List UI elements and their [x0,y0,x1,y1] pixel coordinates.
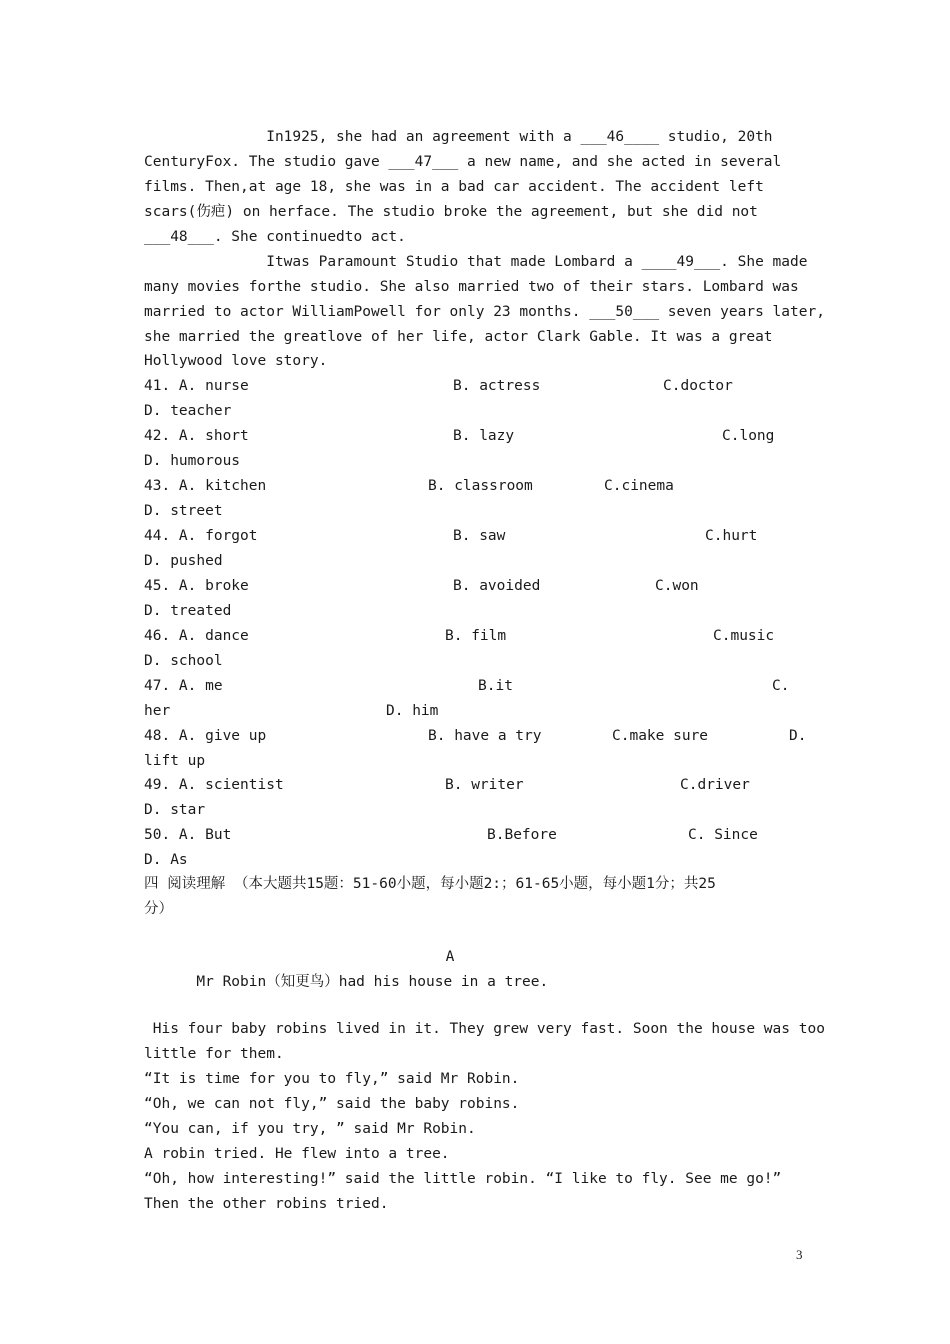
question-50-option-a: 50. A. But [144,827,232,843]
question-49-option-a: 49. A. scientist [144,777,284,793]
question-42-option-d: D. humorous [144,453,241,469]
reading-intro: Mr Robin（知更鸟）had his house in a tree. [144,974,549,990]
passage-line: married to actor WilliamPowell for only 23 months. ___50___ seven years later, [144,304,825,320]
question-41-option-c: C.doctor [663,378,733,394]
question-46-option-c: C.music [713,628,775,644]
question-47-option-b: B.it [478,678,513,694]
question-43-option-b: B. classroom [428,478,533,494]
question-43-option-c: C.cinema [604,478,674,494]
section-heading-cont: 分） [144,901,173,917]
question-44-option-d: D. pushed [144,553,223,569]
question-47-option-d: D. him [386,703,439,719]
question-44-option-c: C.hurt [705,528,758,544]
passage-line: Hollywood love story. [144,353,328,369]
question-47-option-a: 47. A. me [144,678,223,694]
section-heading: 四 阅读理解 （本大题共15题：51-60小题，每小题2:；61-65小题，每小题1分；共25 [144,876,716,892]
question-50-option-c: C. Since [688,827,758,843]
question-48-option-d: lift up [144,753,206,769]
question-45-option-c: C.won [655,578,699,594]
passage-line: many movies forthe studio. She also married two of their stars. Lombard was [144,279,799,295]
question-44-option-a: 44. A. forgot [144,528,258,544]
question-43-option-a: 43. A. kitchen [144,478,267,494]
reading-line: His four baby robins lived in it. They grew very fast. Soon the house was too [144,1021,825,1037]
reading-line: “Oh, how interesting!” said the little robin. “I like to fly. See me go!” [144,1171,782,1187]
question-41-option-b: B. actress [453,378,541,394]
question-42-option-c: C.long [722,428,775,444]
reading-line: “It is time for you to fly,” said Mr Robin. [144,1071,520,1087]
passage-line: she married the greatlove of her life, actor Clark Gable. It was a great [144,329,773,345]
question-47-option-c-text: her [144,703,171,719]
passage-line: Itwas Paramount Studio that made Lombard a ____49___. She made [144,254,808,270]
question-42-option-b: B. lazy [453,428,515,444]
question-48-option-d-label: D. [789,728,807,744]
question-48-option-b: B. have a try [428,728,542,744]
question-43-option-d: D. street [144,503,223,519]
question-49-option-b: B. writer [445,777,524,793]
reading-line: “Oh, we can not fly,” said the baby robins. [144,1096,520,1112]
question-45-option-a: 45. A. broke [144,578,249,594]
question-50-option-b: B.Before [487,827,557,843]
reading-line: Then the other robins tried. [144,1196,389,1212]
question-41-option-a: 41. A. nurse [144,378,249,394]
question-46-option-b: B. film [445,628,507,644]
question-46-option-d: D. school [144,653,223,669]
passage-line: CenturyFox. The studio gave ___47___ a new name, and she acted in several [144,154,782,170]
passage-line: films. Then,at age 18, she was in a bad car accident. The accident left [144,179,764,195]
question-45-option-d: D. treated [144,603,232,619]
question-49-option-c: C.driver [680,777,750,793]
question-46-option-a: 46. A. dance [144,628,249,644]
question-44-option-b: B. saw [453,528,506,544]
question-47-option-c: C. [772,678,790,694]
question-45-option-b: B. avoided [453,578,541,594]
passage-line: scars(伤疤) on herface. The studio broke the agreement, but she did not [144,204,758,220]
reading-line: “You can, if you try, ” said Mr Robin. [144,1121,476,1137]
question-48-option-a: 48. A. give up [144,728,267,744]
page-number: 3 [796,1247,803,1262]
question-48-option-c: C.make sure [612,728,709,744]
reading-line: little for them. [144,1046,284,1062]
question-41-option-d: D. teacher [144,403,232,419]
question-42-option-a: 42. A. short [144,428,249,444]
reading-line: A robin tried. He flew into a tree. [144,1146,450,1162]
question-50-option-d: D. As [144,852,188,868]
passage-line: ___48___. She continuedto act. [144,229,406,245]
question-49-option-d: D. star [144,802,206,818]
reading-title: A [445,949,455,965]
passage-line: In1925, she had an agreement with a ___46____ studio, 20th [144,129,773,145]
